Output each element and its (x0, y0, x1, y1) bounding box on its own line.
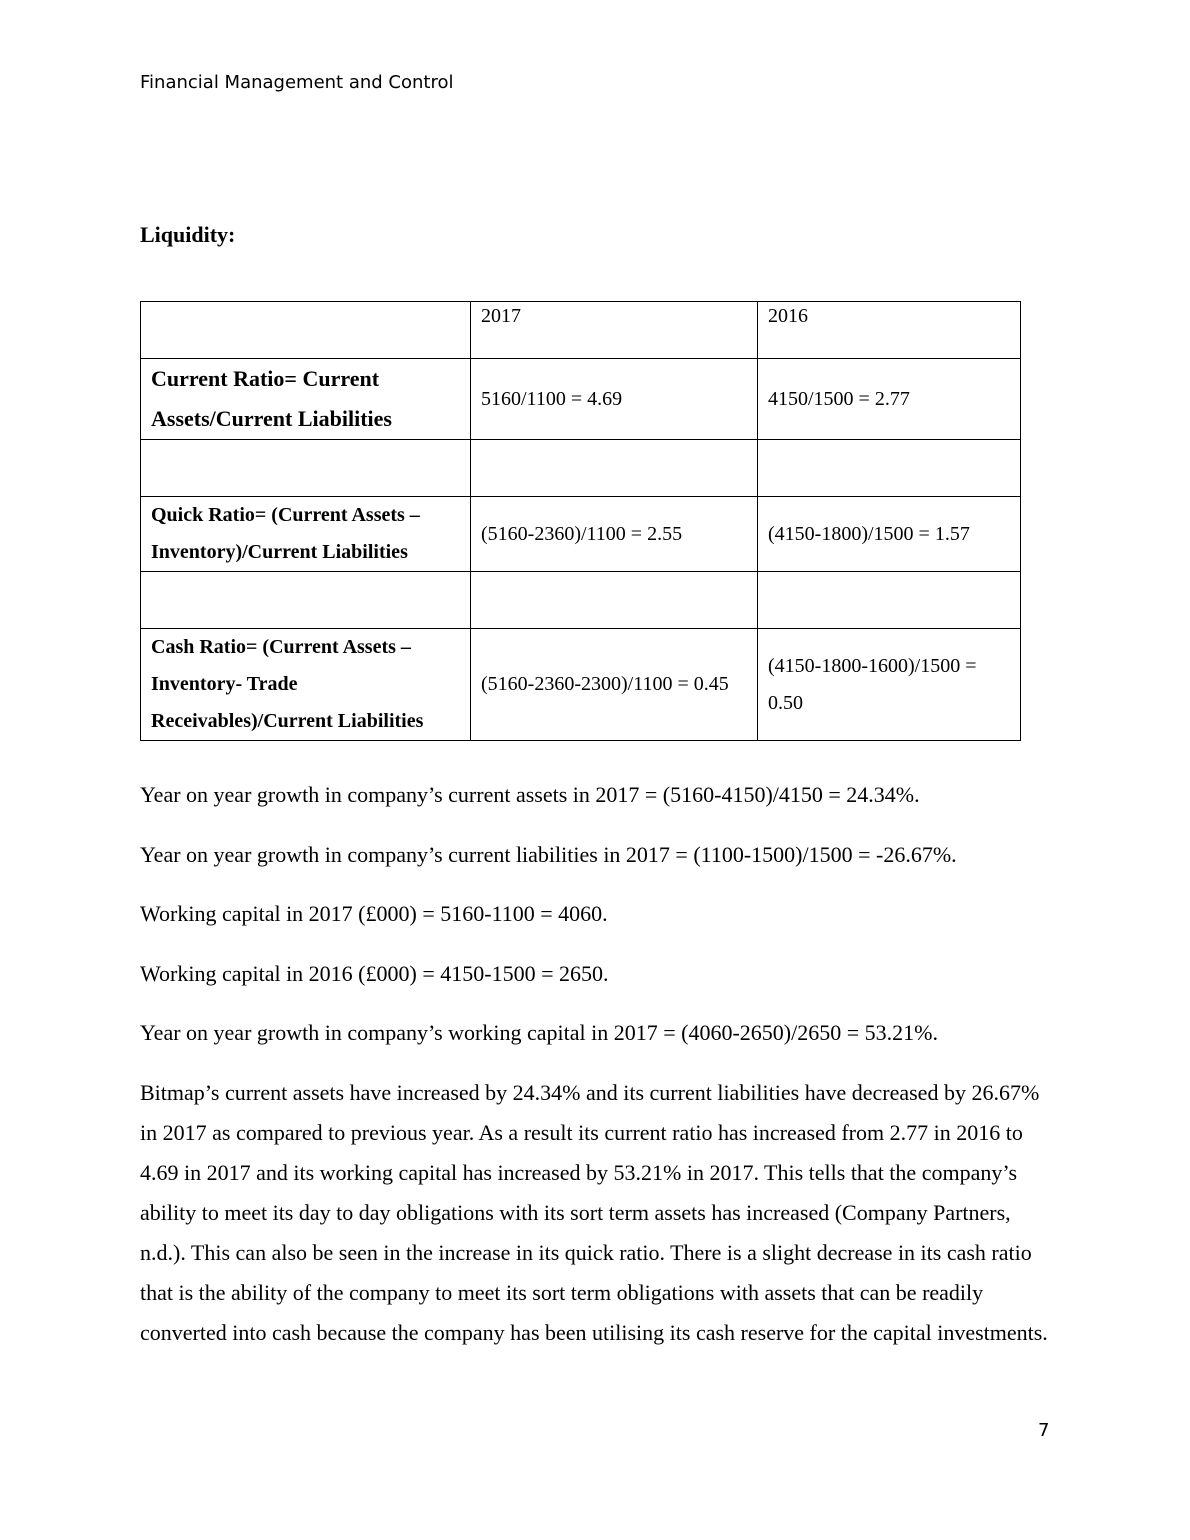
header-cell-2017: 2017 (471, 302, 758, 359)
page-number: 7 (1038, 1420, 1050, 1441)
spacer-cell (141, 440, 471, 497)
spacer-cell (758, 440, 1021, 497)
current-ratio-2016: 4150/1500 = 2.77 (758, 359, 1021, 440)
current-ratio-2017: 5160/1100 = 4.69 (471, 359, 758, 440)
analysis-paragraph: Bitmap’s current assets have increased by 24.34% and its current liabilities have decreased by 26.67% in 2017 as compared to previous year. As a result its current ratio has increased from 2.77 in 2016 to 4.69 in 2017 and its working capital has increased by 53.21% in 2017. This tells that the company’s ability to meet its day to day obligations with its sort term assets has increased (Company Partners, n.d.). This can also be seen in the increase in its quick ratio. There is a slight decrease in its cash ratio that is the ability of the company to meet its sort term obligations with assets that can be readily converted into cash because the company has been utilising its cash reserve for the capital investments. (140, 1079, 1048, 1345)
table-row-spacer (141, 572, 1021, 629)
quick-ratio-label: Quick Ratio= (Current Assets – Inventory)/Current Liabilities (141, 497, 471, 572)
table-row-spacer (141, 440, 1021, 497)
quick-ratio-2016: (4150-1800)/1500 = 1.57 (758, 497, 1021, 572)
section-title: Liquidity: (140, 222, 236, 247)
current-ratio-label: Current Ratio= Current Assets/Current Liabilities (141, 359, 471, 440)
cash-ratio-label: Cash Ratio= (Current Assets – Inventory- Trade Receivables)/Current Liabilities (141, 629, 471, 741)
spacer-cell (471, 440, 758, 497)
spacer-cell (758, 572, 1021, 629)
cash-ratio-2016: (4150-1800-1600)/1500 = 0.50 (758, 629, 1021, 741)
table-row-current-ratio (141, 359, 1021, 440)
liquidity-ratios-table (140, 301, 1021, 741)
page-header-title: Financial Management and Control (140, 72, 454, 93)
cash-ratio-2017: (5160-2360-2300)/1100 = 0.45 (471, 629, 758, 741)
analysis-text (140, 775, 1050, 1372)
current-liabilities-growth-line: Year on year growth in company’s current liabilities in 2017 = (1100-1500)/1500 = -26.67%. (140, 841, 957, 867)
working-capital-growth-line: Year on year growth in company’s working capital in 2017 = (4060-2650)/2650 = 53.21%. (140, 1020, 938, 1045)
quick-ratio-2017: (5160-2360)/1100 = 2.55 (471, 497, 758, 572)
header-cell-empty (141, 302, 471, 359)
table-row-cash-ratio (141, 629, 1021, 741)
spacer-cell (141, 572, 471, 629)
working-capital-2016-line: Working capital in 2016 (£000) = 4150-1500 = 2650. (140, 960, 609, 986)
header-cell-2016: 2016 (758, 302, 1021, 359)
table-header-row (141, 302, 1021, 359)
current-assets-growth-line: Year on year growth in company’s current assets in 2017 = (5160-4150)/4150 = 24.34%. (140, 782, 920, 807)
spacer-cell (471, 572, 758, 629)
working-capital-2017-line: Working capital in 2017 (£000) = 5160-1100 = 4060. (140, 901, 608, 926)
table-row-quick-ratio (141, 497, 1021, 572)
